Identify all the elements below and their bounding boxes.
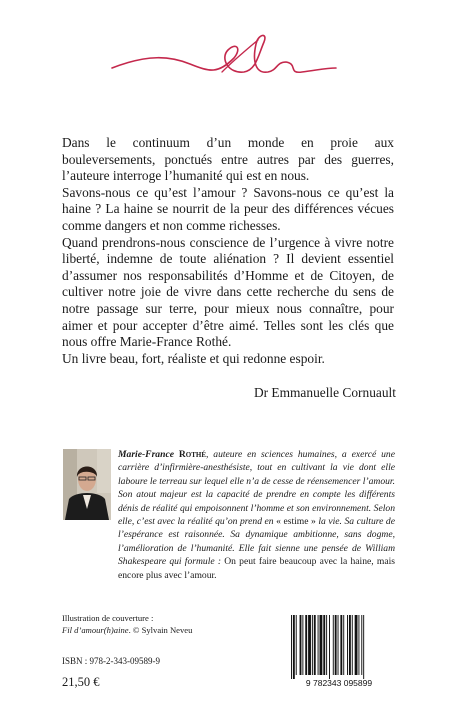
bio-citation: On peut faire beaucoup avec la haine, mais encore plus avec l’amour. [118,556,395,581]
isbn: ISBN : 978-2-343-09589-9 [62,656,160,666]
barcode-bar [358,615,359,675]
paragraph: Savons-nous ce qu’est l’amour ? Savons-nous ce qu’est la haine ? La haine se nourrit de la peur des différences vécues comme dangers et non comme richesses. [62,184,394,233]
author-last-name: Rothé [178,449,206,460]
bio-text: , auteure en sciences humaines, a exercé une carrière d’infirmière-anesthésiste, tout en cultivant la vie dont elle laboure le terreau sur lequel elle n’a de cesse de réensemencer l’amour. Son atout majeur est la capacité de prendre en compte les différents dénis de réalité qui empoisonnent l’homme et son environnement. Selon elle, c’est avec la réalité qu’on prend en [118,449,395,528]
barcode-bar [343,615,344,675]
barcode-bar [326,615,327,675]
barcode-bars [291,615,364,679]
barcode-bar [302,615,303,675]
author-bio [118,448,395,582]
barcode-bar [296,615,297,675]
barcode-bar [338,615,339,675]
barcode [283,614,395,688]
barcode-bar [323,615,325,675]
barcode-bar [305,615,307,675]
barcode-bar [308,615,311,675]
bio-quote: « estime » [276,516,319,528]
author-first-name: Marie-France [118,449,179,460]
paragraph: Dans le continuum d’un monde en proie aux bouleversements, ponctués entre autres par des guerres, l’auteure interroge l’humanité qui est en nous. [62,135,394,184]
barcode-bar [352,615,353,675]
barcode-bar [363,615,364,679]
barcode-bar [312,615,313,675]
back-cover-text [62,135,394,367]
barcode-bar [335,615,337,675]
credits-label: Illustration de couverture : [62,613,154,623]
signature: Dr Emmanuelle Cornuault [253,385,396,400]
barcode-bar [300,615,302,675]
barcode-bar [333,615,334,675]
credits-photographer: . © Sylvain Neveu [128,624,193,635]
barcode-digits: 9 782343 095899 [305,678,373,688]
barcode-bar [291,615,292,679]
bio-text: la vie. Sa culture de l’espérance est raisonnée. Sa dynamique ambitionne, sans dogme, l’amélioration de l’humanité. Elle fait sienne une pensée de William Shakespeare qui formule : [118,516,395,568]
paragraph: Quand prendrons-nous conscience de l’urgence à vivre notre liberté, indemne de toute aliénation ? Il devient essentiel d’assumer nos responsabilités d’Homme et de Citoyen, de cultiver notre joie de vivre dans cette recherche du sens de notre passage sur terre, pour mieux nous connaître, pour aimer et pour accepter d’être aimé. Telles sont les clés que nous offre Marie-France Rothé. [62,234,394,350]
price: 21,50 € [62,675,100,689]
barcode-bar [314,615,316,675]
cover-title: Fil d’amour(h)aine [62,624,129,635]
barcode-bar [361,615,362,675]
barcode-bar [318,615,319,675]
barcode-bar [329,615,330,679]
barcode-bar [347,615,348,675]
credits-line [62,625,192,637]
paragraph: Un livre beau, fort, réaliste et qui redonne espoir. [62,350,325,366]
barcode-bar [293,615,295,679]
cover-credits [62,613,192,636]
barcode-bar [340,615,342,675]
script-logo [108,28,340,90]
barcode-bar [355,615,358,675]
barcode-bar [320,615,323,675]
author-photo [63,449,111,520]
barcode-bar [349,615,351,675]
